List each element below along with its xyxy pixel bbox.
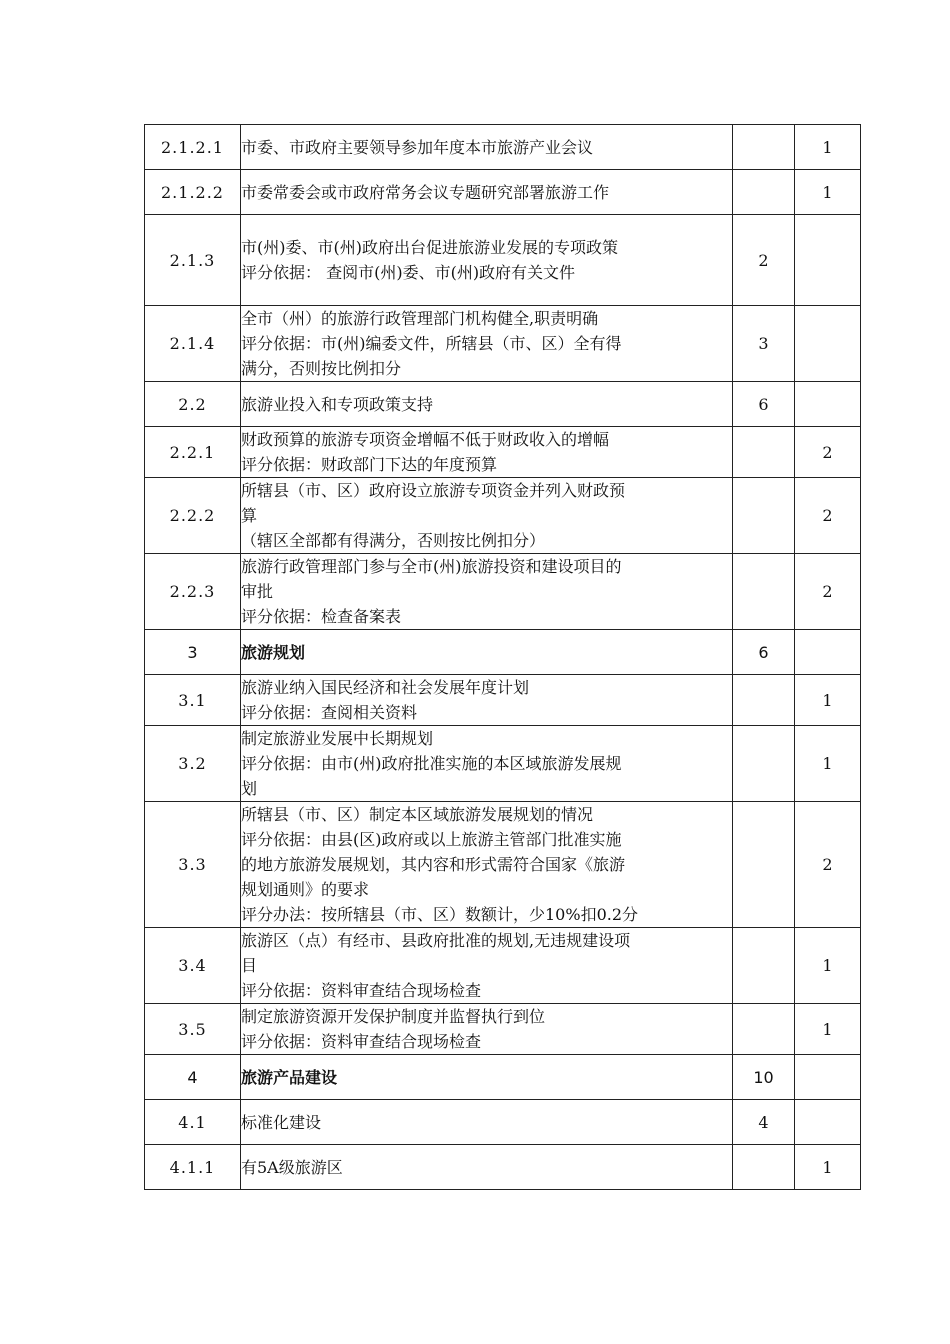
scoring-table [144, 124, 861, 1190]
description-line: 有5A级旅游区 [241, 1157, 343, 1177]
item-description [241, 630, 733, 675]
item-sub-score: 2 [795, 427, 861, 478]
item-description [241, 802, 733, 928]
description-line: 评分依据：检查备案表 [241, 607, 402, 626]
item-code: 4 [145, 1055, 241, 1100]
item-code: 2.2.1 [145, 427, 241, 478]
item-description [241, 675, 733, 726]
item-description [241, 726, 733, 802]
description-line: 制定旅游资源开发保护制度并监督执行到位 [241, 1007, 546, 1026]
item-description [241, 928, 733, 1004]
description-line: 旅游区（点）有经市、县政府批准的规划,无违规建设项 [241, 931, 631, 950]
item-description [241, 1055, 733, 1100]
item-code: 3.2 [145, 726, 241, 802]
item-sub-score: 1 [795, 1004, 861, 1055]
description-line: 满分，否则按比例扣分 [241, 359, 402, 378]
item-sub-score: 1 [795, 125, 861, 170]
item-sub-score: 2 [795, 802, 861, 928]
item-code: 2.1.2.2 [145, 170, 241, 215]
description-line: 划 [241, 779, 258, 798]
description-line: 旅游规划 [241, 642, 306, 662]
item-score: 4 [733, 1100, 795, 1145]
item-sub-score: 1 [795, 928, 861, 1004]
item-code: 2.1.3 [145, 215, 241, 306]
description-line: 市(州)委、市(州)政府出台促进旅游业发展的专项政策 [241, 238, 618, 257]
item-description [241, 554, 733, 630]
scoring-table-body [145, 125, 861, 1190]
table-row [145, 802, 861, 928]
table-row [145, 215, 861, 306]
description-line: 评分办法：按所辖县（市、区）数额计，少10%扣0.2分 [241, 905, 639, 924]
description-line: 所辖县（市、区）政府设立旅游专项资金并列入财政预 [241, 481, 626, 500]
item-code: 2.2.2 [145, 478, 241, 554]
item-score [733, 554, 795, 630]
item-score [733, 427, 795, 478]
item-description [241, 170, 733, 215]
description-line: 规划通则》的要求 [241, 880, 370, 899]
item-sub-score: 2 [795, 554, 861, 630]
item-code: 4.1.1 [145, 1145, 241, 1190]
description-line: 算 [241, 506, 258, 525]
description-line: 评分依据：资料审查结合现场检查 [241, 1032, 482, 1051]
item-description [241, 1004, 733, 1055]
description-line: 市委常委会或市政府常务会议专题研究部署旅游工作 [241, 182, 610, 202]
description-line: 市委、市政府主要领导参加年度本市旅游产业会议 [241, 137, 594, 157]
item-sub-score: 1 [795, 675, 861, 726]
item-sub-score [795, 1100, 861, 1145]
item-code: 2.2 [145, 382, 241, 427]
item-score: 10 [733, 1055, 795, 1100]
item-description [241, 125, 733, 170]
item-score: 3 [733, 306, 795, 382]
item-score [733, 1004, 795, 1055]
item-score [733, 125, 795, 170]
description-line: 评分依据：财政部门下达的年度预算 [241, 455, 498, 474]
table-row [145, 928, 861, 1004]
description-line: 标准化建设 [241, 1112, 322, 1132]
description-line: （辖区全部都有得满分，否则按比例扣分） [241, 531, 546, 550]
table-row [145, 726, 861, 802]
table-row [145, 1100, 861, 1145]
description-line: 评分依据：市(州)编委文件，所辖县（市、区）全有得 [241, 334, 622, 353]
table-row [145, 630, 861, 675]
item-score [733, 675, 795, 726]
item-score: 2 [733, 215, 795, 306]
description-line: 财政预算的旅游专项资金增幅不低于财政收入的增幅 [241, 430, 610, 449]
item-score [733, 726, 795, 802]
item-description [241, 478, 733, 554]
description-line: 目 [241, 956, 258, 975]
table-row [145, 306, 861, 382]
description-line: 旅游行政管理部门参与全市(州)旅游投资和建设项目的 [241, 557, 622, 576]
table-row [145, 675, 861, 726]
item-code: 3.5 [145, 1004, 241, 1055]
description-line: 所辖县（市、区）制定本区域旅游发展规划的情况 [241, 805, 594, 824]
item-code: 3.4 [145, 928, 241, 1004]
description-line: 评分依据：资料审查结合现场检查 [241, 981, 482, 1000]
description-line: 审批 [241, 582, 274, 601]
description-line: 评分依据：查阅相关资料 [241, 703, 418, 722]
item-code: 2.2.3 [145, 554, 241, 630]
item-code: 2.1.4 [145, 306, 241, 382]
description-line: 制定旅游业发展中长期规划 [241, 729, 434, 748]
item-sub-score [795, 382, 861, 427]
item-score [733, 802, 795, 928]
item-code: 3.1 [145, 675, 241, 726]
table-row [145, 170, 861, 215]
item-score [733, 1145, 795, 1190]
item-sub-score [795, 215, 861, 306]
table-row [145, 382, 861, 427]
item-sub-score: 2 [795, 478, 861, 554]
item-description [241, 306, 733, 382]
item-description [241, 1100, 733, 1145]
table-row [145, 427, 861, 478]
item-score: 6 [733, 630, 795, 675]
item-code: 3.3 [145, 802, 241, 928]
item-code: 3 [145, 630, 241, 675]
table-row [145, 478, 861, 554]
description-line: 评分依据：由市(州)政府批准实施的本区域旅游发展规 [241, 754, 622, 773]
item-description [241, 382, 733, 427]
description-line: 评分依据：由县(区)政府或以上旅游主管部门批准实施 [241, 830, 622, 849]
item-sub-score [795, 630, 861, 675]
description-line: 旅游业纳入国民经济和社会发展年度计划 [241, 678, 530, 697]
item-code: 4.1 [145, 1100, 241, 1145]
item-score: 6 [733, 382, 795, 427]
item-sub-score [795, 1055, 861, 1100]
item-code: 2.1.2.1 [145, 125, 241, 170]
description-line: 全市（州）的旅游行政管理部门机构健全,职责明确 [241, 309, 599, 328]
item-sub-score: 1 [795, 1145, 861, 1190]
table-row [145, 1004, 861, 1055]
item-description [241, 215, 733, 306]
item-description [241, 427, 733, 478]
description-line: 旅游业投入和专项政策支持 [241, 394, 434, 414]
item-score [733, 928, 795, 1004]
table-row [145, 1055, 861, 1100]
table-row [145, 125, 861, 170]
description-line: 旅游产品建设 [241, 1067, 338, 1087]
table-row [145, 1145, 861, 1190]
item-score [733, 478, 795, 554]
description-line: 的地方旅游发展规划，其内容和形式需符合国家《旅游 [241, 855, 626, 874]
item-sub-score: 1 [795, 170, 861, 215]
item-sub-score: 1 [795, 726, 861, 802]
table-row [145, 554, 861, 630]
item-score [733, 170, 795, 215]
item-sub-score [795, 306, 861, 382]
description-line: 评分依据： 查阅市(州)委、市(州)政府有关文件 [241, 263, 576, 282]
item-description [241, 1145, 733, 1190]
